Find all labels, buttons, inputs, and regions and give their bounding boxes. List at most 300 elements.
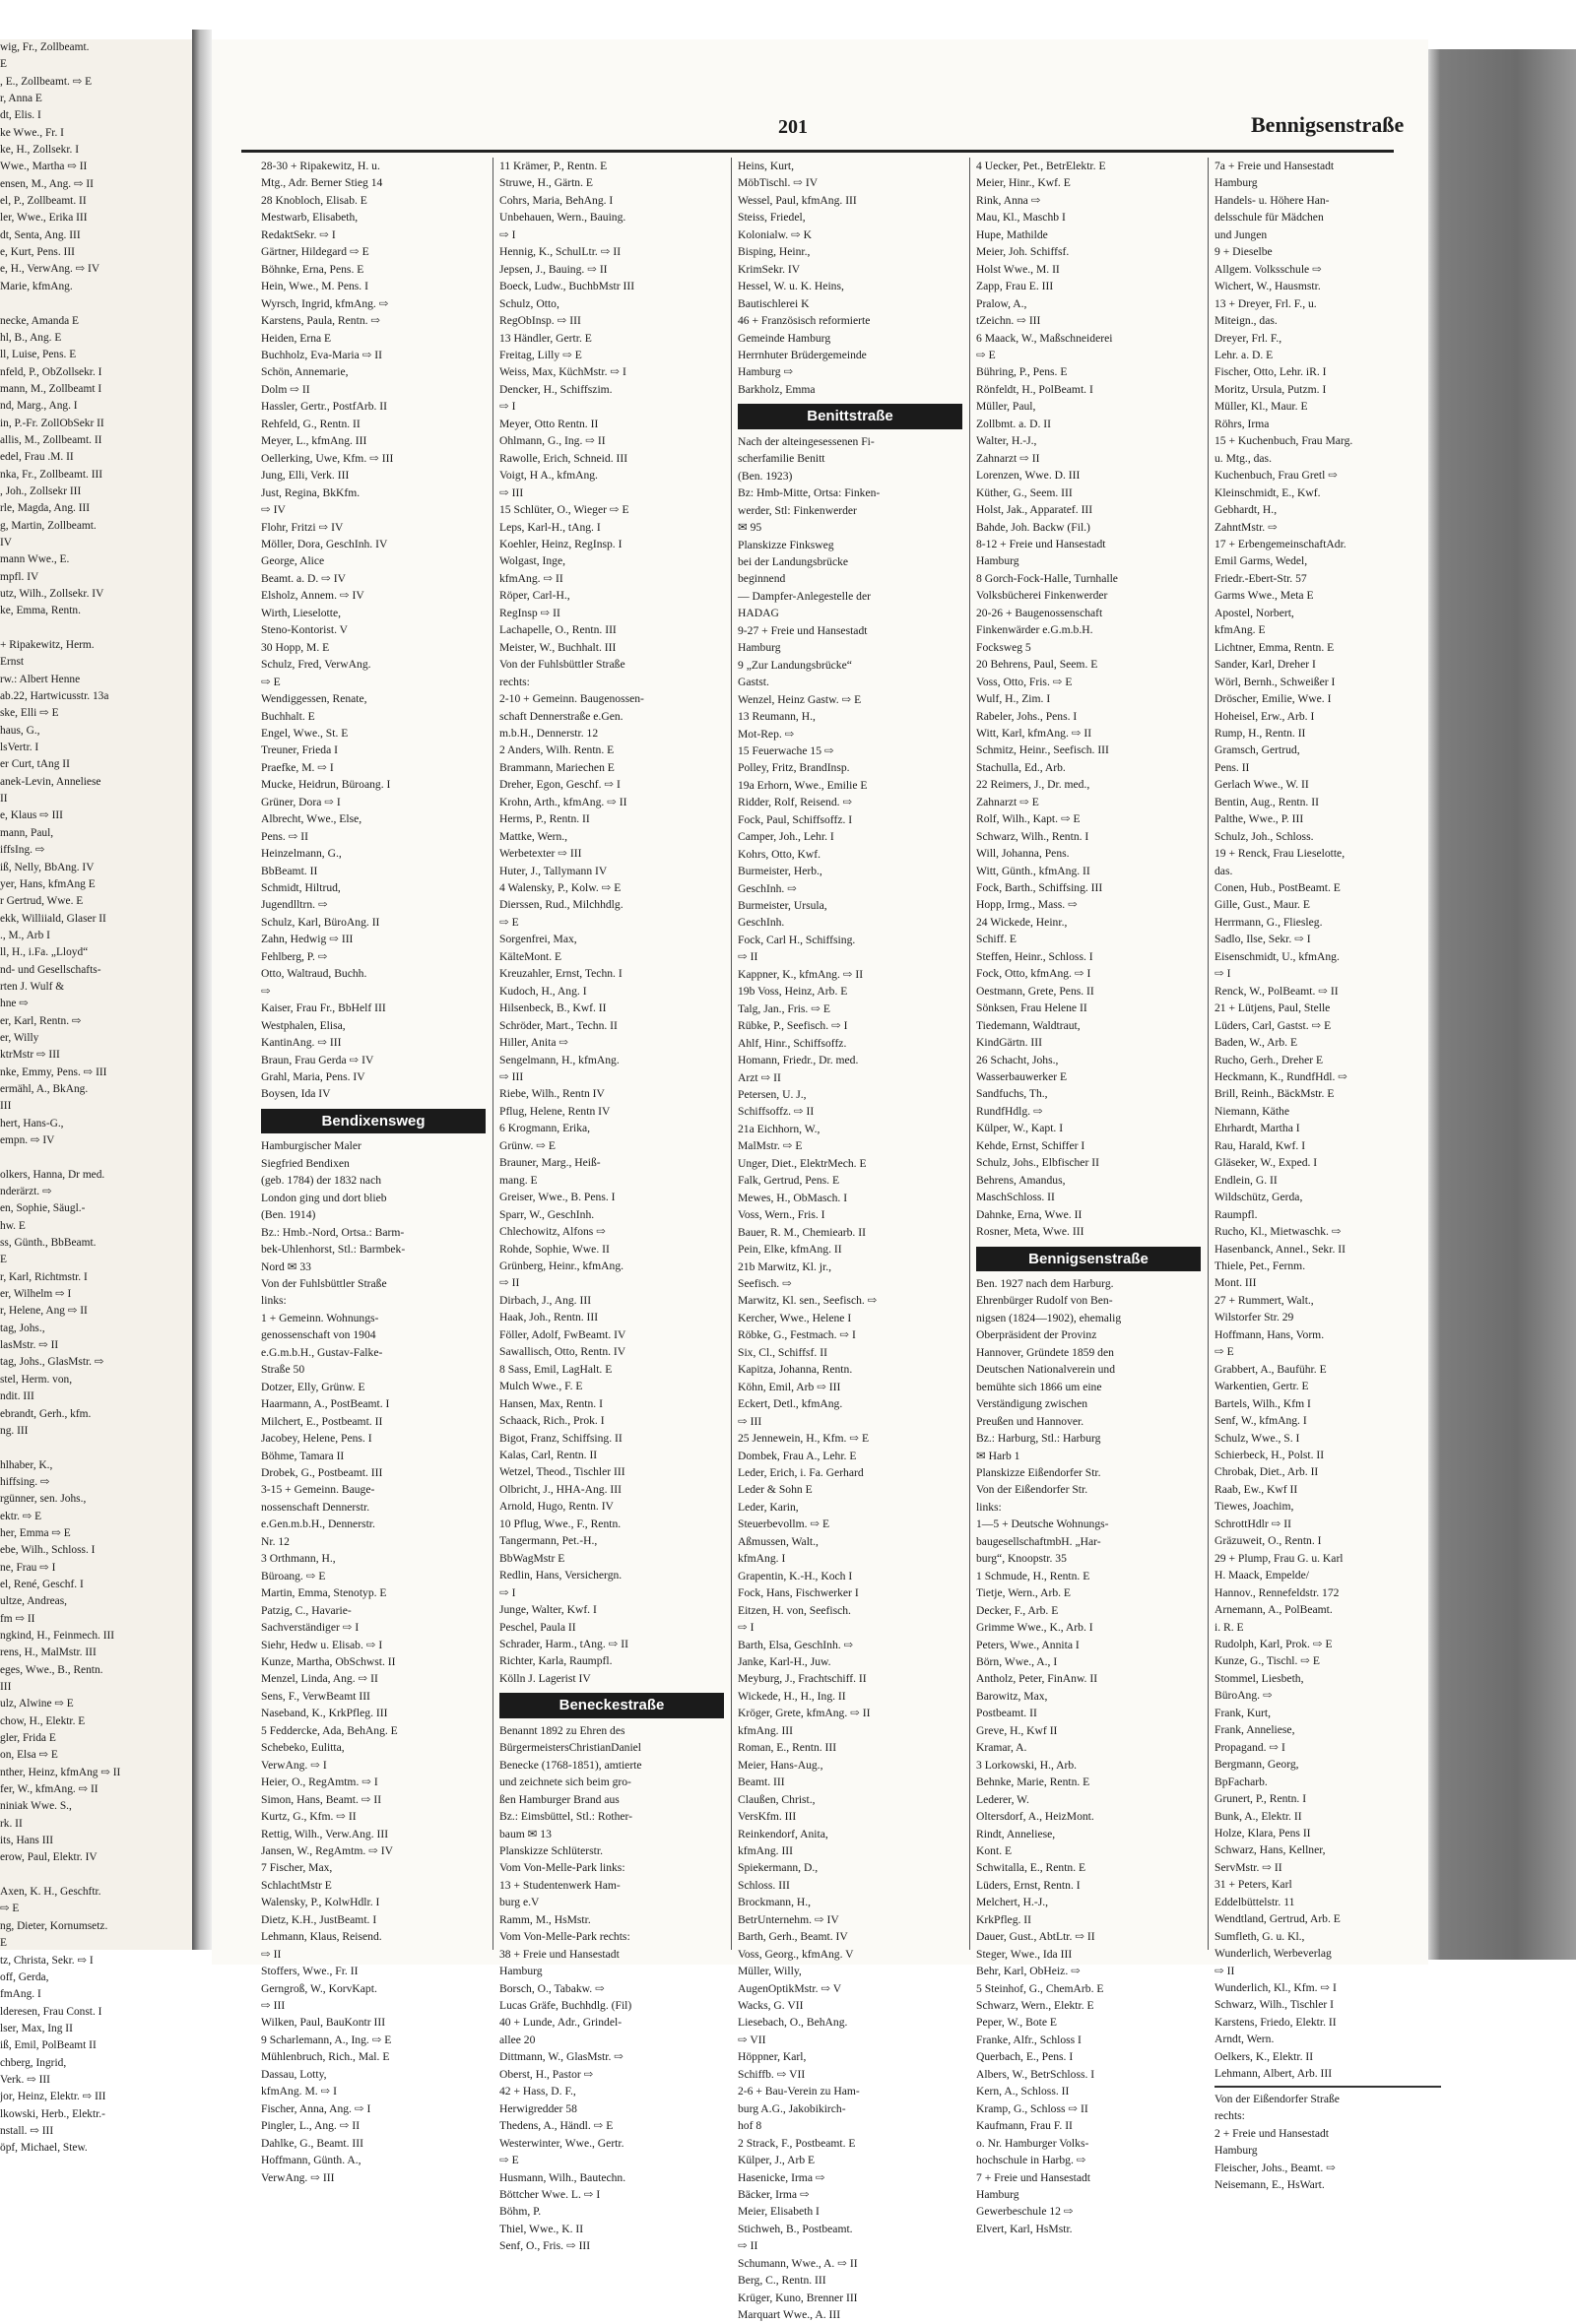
directory-entry: Dassau, Lotty, xyxy=(261,2067,327,2081)
directory-entry: Arndt, Wern. xyxy=(1215,2033,1275,2046)
directory-entry: 46 + Französisch reformierte xyxy=(738,314,871,328)
directory-entry: 8-12 + Freie und Hansestadt xyxy=(976,537,1106,550)
directory-entry: Buchholz, Eva-Maria ⇨ II xyxy=(261,348,383,361)
left-page-line: r Gertrud, Wwe. E xyxy=(0,895,84,908)
directory-entry: Meyburg, J., Frachtschiff. II xyxy=(738,1672,867,1686)
directory-entry: Schiffb. ⇨ VII xyxy=(738,2067,806,2081)
directory-entry: Seefisch. ⇨ xyxy=(738,1277,792,1290)
directory-entry: Koehler, Heinz, RegInsp. I xyxy=(499,537,623,550)
directory-entry: Steno-Kontorist. V xyxy=(261,623,349,637)
directory-entry: Ramm, M., HsMstr. xyxy=(499,1912,591,1926)
directory-entry: Steffen, Heinr., Schloss. I xyxy=(976,949,1093,963)
left-page-line: hne ⇨ xyxy=(0,998,29,1010)
directory-entry: Fock, Carl H., Schiffsing. xyxy=(738,933,856,946)
directory-entry: Walter, H.-J., xyxy=(976,434,1037,448)
directory-entry: Schumann, Wwe., A. ⇨ II xyxy=(738,2256,858,2270)
directory-entry: bemühte sich 1866 um eine xyxy=(976,1380,1102,1393)
directory-entry: ⇨ I xyxy=(499,400,516,414)
column-divider xyxy=(1208,158,1209,1950)
directory-entry: 13 Händler, Gertr. E xyxy=(499,331,592,345)
directory-entry: Lüders, Carl, Gastst. ⇨ E xyxy=(1215,1018,1332,1032)
directory-entry: Wyrsch, Ingrid, kfmAng. ⇨ xyxy=(261,296,389,310)
directory-entry: ✉ 95 xyxy=(738,521,762,535)
directory-entry: Aßmussen, Walt., xyxy=(738,1534,819,1548)
directory-entry: Leder & Sohn E xyxy=(738,1483,813,1497)
directory-entry: Kreuzahler, Ernst, Techn. I xyxy=(499,967,623,981)
left-page-line: Axen, K. H., Geschftr. xyxy=(0,1886,101,1899)
directory-entry: Rolf, Wilh., Kapt. ⇨ E xyxy=(976,812,1081,826)
left-page-line: anek-Levin, Anneliese xyxy=(0,775,101,788)
directory-entry: Benecke (1768-1851), amtierte xyxy=(499,1758,642,1772)
directory-entry: Zahnarzt ⇨ II xyxy=(976,451,1040,465)
directory-entry: Wessel, Paul, kfmAng. III xyxy=(738,193,857,207)
directory-entry: Frank, Kurt, xyxy=(1215,1706,1271,1719)
directory-entry: Wendiggessen, Renate, xyxy=(261,692,367,706)
left-page-line: ss, Günth., BbBeamt. xyxy=(0,1237,97,1250)
street-heading: Bennigsenstraße xyxy=(976,1247,1201,1271)
directory-entry: rechts: xyxy=(499,675,530,688)
directory-entry: Fock, Paul, Schiffsoffz. I xyxy=(738,812,853,826)
left-page-line: Ernst xyxy=(0,656,25,669)
directory-entry: 7 + Freie und Hansestadt xyxy=(976,2170,1091,2184)
directory-entry: Drobek, G., Postbeamt. III xyxy=(261,1465,383,1479)
directory-entry: Eitzen, H. von, Seefisch. xyxy=(738,1603,851,1617)
directory-entry: Dencker, H., Schiffszim. xyxy=(499,382,613,396)
directory-entry: Jung, Elli, Verk. III xyxy=(261,469,350,483)
directory-entry: Six, Cl., Schiffsf. II xyxy=(738,1345,827,1359)
directory-entry: Karstens, Friedo, Elektr. II xyxy=(1215,2015,1337,2029)
directory-entry: 17 + ErbengemeinschaftAdr. xyxy=(1215,537,1346,550)
directory-entry: Olbricht, J., HHA-Ang. III xyxy=(499,1482,622,1496)
directory-entry: Eisenschmidt, U., kfmAng. xyxy=(1215,949,1340,963)
directory-entry: Oltersdorf, A., HeizMont. xyxy=(976,1810,1094,1824)
directory-entry: Naseband, K., KrkPfleg. III xyxy=(261,1707,388,1720)
directory-entry: 22 Reimers, J., Dr. med., xyxy=(976,778,1090,792)
directory-entry: Redlin, Hans, Versichergn. xyxy=(499,1569,623,1582)
directory-entry: Wasserbauwerker E xyxy=(976,1070,1068,1084)
directory-entry: Wörl, Bernh., Schweißer I xyxy=(1215,675,1336,688)
directory-entry: Friedr.-Ebert-Str. 57 xyxy=(1215,571,1307,585)
directory-entry: Kohrs, Otto, Kwf. xyxy=(738,847,821,861)
directory-entry: Kramar, A. xyxy=(976,1741,1027,1755)
directory-entry: Grapentin, K.-H., Koch I xyxy=(738,1569,853,1582)
directory-entry: (geb. 1784) der 1832 nach xyxy=(261,1174,382,1188)
directory-entry: Wirth, Lieselotte, xyxy=(261,606,341,619)
directory-entry: Behrens, Amandus, xyxy=(976,1173,1066,1187)
directory-entry: Unbehauen, Wern., Bauing. xyxy=(499,211,626,225)
directory-entry: Wilken, Paul, BauKontr III xyxy=(261,2016,386,2030)
directory-entry: Gräzuweit, O., Rentn. I xyxy=(1215,1534,1322,1548)
left-page-line: gler, Frida E xyxy=(0,1732,56,1745)
directory-entry: Lorenzen, Wwe. D. III xyxy=(976,469,1081,483)
left-page-line: mann, Paul, xyxy=(0,826,54,839)
directory-entry: AugenOptikMstr. ⇨ V xyxy=(738,1981,842,1995)
directory-entry: e.G.m.b.H., Gustav-Falke- xyxy=(261,1345,383,1359)
directory-entry: nossenschaft Dennerstr. xyxy=(261,1500,370,1514)
left-page-line: its, Hans III xyxy=(0,1835,54,1847)
left-page-line: tag, Johs., GlasMstr. ⇨ xyxy=(0,1356,104,1369)
directory-entry: Thiele, Pet., Fernm. xyxy=(1215,1259,1306,1272)
directory-entry: Meister, W., Buchhalt. III xyxy=(499,640,617,654)
directory-entry: 13 Reumann, H., xyxy=(738,710,816,724)
directory-entry: Lehmann, Klaus, Reisend. xyxy=(261,1930,382,1944)
directory-entry: Hannover, Gründete 1859 den xyxy=(976,1345,1114,1359)
left-page-line: en, Sophie, Säugl.- xyxy=(0,1202,86,1215)
directory-entry: 13 + Studentenwerk Ham- xyxy=(499,1878,621,1892)
left-page-line xyxy=(0,620,192,637)
directory-entry: Finkenwärder e.G.m.b.H. xyxy=(976,623,1093,637)
directory-entry: Grimme Wwe., K., Arb. I xyxy=(976,1621,1093,1635)
directory-entry: Röper, Carl-H., xyxy=(499,589,570,603)
directory-entry: 1 + Gemeinn. Wohnungs- xyxy=(261,1311,379,1324)
left-page-line: ulz, Alwine ⇨ E xyxy=(0,1698,74,1711)
directory-entry: ZahntMstr. ⇨ xyxy=(1215,520,1278,534)
directory-entry: Bz.: Hmb.-Nord, Ortsa.: Barm- xyxy=(261,1225,405,1239)
directory-entry: 3 Orthmann, H., xyxy=(261,1552,336,1566)
left-page-line: fm ⇨ II xyxy=(0,1612,35,1625)
directory-entry: Grünw. ⇨ E xyxy=(499,1138,556,1152)
directory-entry: ßen Hamburger Brand aus xyxy=(499,1792,620,1806)
directory-entry: Rabeler, Johs., Pens. I xyxy=(976,709,1078,723)
directory-entry: Burmeister, Herb., xyxy=(738,865,822,878)
directory-entry: Hoheisel, Erw., Arb. I xyxy=(1215,709,1315,723)
directory-entry: kfmAng. III xyxy=(738,1843,794,1857)
left-page-line: dt, Elis. I xyxy=(0,109,41,122)
directory-entry: Hoffmann, Günth. A., xyxy=(261,2154,361,2167)
directory-entry: Gläseker, W., Exped. I xyxy=(1215,1156,1318,1170)
directory-entry: Planskizze Finksweg xyxy=(738,538,834,551)
directory-entry: Oellerking, Uwe, Kfm. ⇨ III xyxy=(261,451,394,465)
directory-entry: Vom Von-Melle-Park links: xyxy=(499,1861,625,1875)
directory-entry: Lederer, W. xyxy=(976,1792,1029,1806)
left-page-line: ndit. III xyxy=(0,1390,34,1403)
directory-entry: Dietz, K.H., JustBeamt. I xyxy=(261,1912,377,1926)
directory-entry: 2-6 + Bau-Verein zu Ham- xyxy=(738,2085,860,2098)
directory-entry: Meier, Hans-Aug., xyxy=(738,1758,823,1772)
directory-entry: Brauner, Marg., Heiß- xyxy=(499,1156,601,1170)
directory-entry: Patzig, C., Havarie- xyxy=(261,1603,352,1617)
left-page-line: allis, M., Zollbeamt. II xyxy=(0,433,102,446)
directory-entry: ⇨ II xyxy=(499,1276,520,1290)
directory-entry: Greve, H., Kwf II xyxy=(976,1723,1058,1737)
directory-entry: Buchhalt. E xyxy=(261,709,315,723)
directory-entry: Mewes, H., ObMasch. I xyxy=(738,1191,848,1204)
left-page-line: ke, Emma, Rentn. xyxy=(0,605,81,617)
street-heading: Benittstraße xyxy=(738,404,962,428)
directory-entry: beginnend xyxy=(738,572,786,586)
directory-entry: Wenzel, Heinz Gastw. ⇨ E xyxy=(738,692,862,706)
left-page-line: fmAng. I xyxy=(0,1988,41,2001)
directory-entry: burg“, Knoopstr. 35 xyxy=(976,1552,1067,1566)
directory-entry: kfmAng. III xyxy=(738,1723,794,1737)
directory-entry: Hamburg xyxy=(976,2188,1019,2202)
directory-entry: Wichert, W., Hausmstr. xyxy=(1215,280,1321,293)
directory-entry: 13 + Dreyer, Frl. F., u. xyxy=(1215,296,1317,310)
directory-entry: Sengelmann, H., kfmAng. xyxy=(499,1053,620,1066)
directory-entry: Gärtner, Hildegard ⇨ E xyxy=(261,245,369,259)
directory-entry: RedaktSekr. ⇨ I xyxy=(261,227,336,241)
directory-entry: Niemann, Käthe xyxy=(1215,1104,1289,1118)
directory-entry: ⇨ E xyxy=(499,2154,519,2167)
directory-entry: Berg, C., Rentn. III xyxy=(738,2274,826,2288)
directory-entry: Hessel, W. u. K. Heins, xyxy=(738,280,844,293)
directory-entry: Zapp, Frau E. III xyxy=(976,280,1054,293)
directory-entry: rechts: xyxy=(1215,2109,1245,2123)
left-page-line xyxy=(0,1867,192,1884)
directory-entry: ⇨ E xyxy=(261,675,281,688)
directory-entry: 31 + Peters, Karl xyxy=(1215,1878,1292,1892)
directory-entry: 8 Sass, Emil, LagHalt. E xyxy=(499,1362,613,1376)
directory-entry: Leps, Karl-H., tAng. I xyxy=(499,520,601,534)
directory-entry: Oelkers, K., Elektr. II xyxy=(1215,2049,1314,2063)
directory-entry: 26 Schacht, Johs., xyxy=(976,1053,1059,1066)
left-page-line: haus, G., xyxy=(0,724,40,737)
directory-entry: KälteMont. E xyxy=(499,949,562,963)
directory-entry: burg A.G., Jakobikirch- xyxy=(738,2101,846,2115)
directory-entry: Hamburg xyxy=(499,1965,543,1978)
left-page-line: stel, Herm. von, xyxy=(0,1373,73,1386)
directory-entry: ⇨ III xyxy=(499,1070,524,1084)
directory-entry: 15 Feuerwache 15 ⇨ xyxy=(738,743,834,757)
directory-entry: Bentin, Aug., Rentn. II xyxy=(1215,795,1319,808)
directory-entry: Hamburg xyxy=(1215,2144,1258,2158)
left-page-line xyxy=(0,1440,192,1456)
directory-entry: Rübke, P., Seefisch. ⇨ I xyxy=(738,1019,848,1033)
directory-entry: Schulz, Joh., Schloss. xyxy=(1215,829,1314,843)
directory-entry: Mont. III xyxy=(1215,1276,1257,1290)
directory-entry: BüroAng. ⇨ xyxy=(1215,1689,1273,1703)
directory-entry: Rucho, Kl., Mietwaschk. ⇨ xyxy=(1215,1225,1342,1239)
directory-entry: Hamburg ⇨ xyxy=(738,365,794,379)
left-page-line: er, Karl, Rentn. ⇨ xyxy=(0,1014,82,1027)
left-page-fragment xyxy=(0,39,194,2155)
directory-entry: Herrnhuter Brüdergemeinde xyxy=(738,348,867,361)
directory-entry: Albers, W., BetrSchloss. I xyxy=(976,2067,1095,2081)
directory-entry: Köhn, Emil, Arb ⇨ III xyxy=(738,1380,841,1393)
directory-entry: bei der Landungsbrücke xyxy=(738,554,849,568)
directory-entry: Dröscher, Emilie, Wwe. I xyxy=(1215,692,1332,706)
left-page-line: on, Elsa ⇨ E xyxy=(0,1749,58,1762)
directory-entry: 7 Fischer, Max, xyxy=(261,1861,333,1875)
directory-entry: Hennig, K., SchulLtr. ⇨ II xyxy=(499,245,622,259)
directory-entry: hochschule in Harbg. ⇨ xyxy=(976,2154,1086,2167)
directory-entry: werder, Stl: Finkenwerder xyxy=(738,503,857,517)
directory-entry: baum ✉ 13 xyxy=(499,1827,552,1840)
directory-entry: Schwarz, Hans, Kellner, xyxy=(1215,1843,1326,1857)
directory-entry: Nach der alteingesessenen Fi- xyxy=(738,434,875,448)
directory-entry: Sönksen, Frau Helene II xyxy=(976,1001,1087,1015)
left-page-line: rgünner, sen. Johs., xyxy=(0,1493,87,1506)
column-2 xyxy=(499,158,724,2253)
directory-entry: baugesellschaftmbH. „Har- xyxy=(976,1534,1101,1548)
left-page-line: Wwe., Martha ⇨ II xyxy=(0,161,88,173)
directory-entry: Sumfleth, G. u. Kl., xyxy=(1215,1929,1305,1943)
directory-entry: genossenschaft von 1904 xyxy=(261,1328,376,1342)
directory-entry: Volksbücherei Finkenwerder xyxy=(976,589,1108,603)
left-page-line: nke, Emmy, Pens. ⇨ III xyxy=(0,1065,107,1078)
page-header xyxy=(212,98,1428,148)
left-page-line: mpfl. IV xyxy=(0,570,39,583)
directory-entry: Schrader, Harm., tAng. ⇨ II xyxy=(499,1637,628,1650)
directory-entry: Kudoch, H., Ang. I xyxy=(499,984,587,998)
directory-entry: Ehrhardt, Martha I xyxy=(1215,1122,1300,1135)
directory-entry: Barowitz, Max, xyxy=(976,1689,1048,1703)
directory-entry: Raab, Ew., Kwf II xyxy=(1215,1482,1298,1496)
directory-entry: Lucas Gräfe, Buchhdlg. (Fil) xyxy=(499,1999,632,2013)
directory-entry: H. Maack, Empelde/ xyxy=(1215,1569,1309,1582)
directory-entry: Steger, Wwe., Ida III xyxy=(976,1947,1073,1961)
directory-entry: Freitag, Lilly ⇨ E xyxy=(499,348,582,361)
directory-entry: Bunk, A., Elektr. II xyxy=(1215,1809,1302,1823)
directory-entry: Ridder, Rolf, Reisend. ⇨ xyxy=(738,796,853,809)
left-page-line: ske, Elli ⇨ E xyxy=(0,707,59,720)
directory-entry: Herwigredder 58 xyxy=(499,2101,577,2115)
directory-entry: 15 + Kuchenbuch, Frau Marg. xyxy=(1215,434,1353,448)
directory-entry: Ohlmann, G., Ing. ⇨ II xyxy=(499,434,606,448)
directory-entry: Lehmann, Albert, Arb. III xyxy=(1215,2067,1333,2081)
directory-entry: Benannt 1892 zu Ehren des xyxy=(499,1723,625,1737)
left-page-line: eges, Wwe., B., Rentn. xyxy=(0,1663,103,1676)
directory-entry: ⇨ II xyxy=(261,1947,282,1961)
directory-entry: Rohde, Sophie, Wwe. II xyxy=(499,1242,610,1256)
directory-entry: Oberst, H., Pastor ⇨ xyxy=(499,2067,594,2081)
directory-entry: Hopp, Irmg., Mass. ⇨ xyxy=(976,898,1078,912)
directory-entry: ⇨ I xyxy=(1215,967,1231,981)
directory-entry: Dahlke, G., Beamt. III xyxy=(261,2136,363,2150)
directory-entry: 9-27 + Freie und Hansestadt xyxy=(738,623,868,637)
directory-entry: Schloss. III xyxy=(738,1878,790,1892)
directory-entry: kfmAng. ⇨ II xyxy=(499,571,563,585)
street-heading: Bendixensweg xyxy=(261,1109,486,1133)
directory-entry: Grabbert, A., Bauführ. E xyxy=(1215,1362,1327,1376)
directory-entry: und Jungen xyxy=(1215,227,1268,241)
directory-entry: Hamburg xyxy=(738,641,781,655)
directory-entry: ⇨ III xyxy=(738,1414,762,1428)
directory-entry: Mühlenbruch, Rich., Mal. E xyxy=(261,2050,390,2064)
directory-entry: Greiser, Wwe., B. Pens. I xyxy=(499,1191,616,1204)
directory-entry: Simon, Hans, Beamt. ⇨ II xyxy=(261,1792,382,1806)
left-page-line: ngkind, H., Feinmech. III xyxy=(0,1629,115,1642)
directory-entry: 19 + Renck, Frau Lieselotte, xyxy=(1215,847,1346,861)
directory-entry: Wolgast, Inge, xyxy=(499,554,566,568)
directory-entry: Kunze, G., Tischl. ⇨ E xyxy=(1215,1654,1320,1668)
directory-entry: Mestwarb, Elisabeth, xyxy=(261,211,359,225)
directory-entry: Behr, Karl, ObHeiz. ⇨ xyxy=(976,1965,1081,1978)
directory-entry: 9 „Zur Landungsbrücke“ xyxy=(738,658,852,672)
directory-entry: Sachverständiger ⇨ I xyxy=(261,1621,360,1635)
directory-entry: Schebeko, Eulitta, xyxy=(261,1741,345,1755)
directory-entry: BbBeamt. II xyxy=(261,864,318,877)
directory-entry: Straße 50 xyxy=(261,1363,305,1377)
left-page-line: chow, H., Elektr. E xyxy=(0,1714,86,1727)
directory-entry: Homann, Friedr., Dr. med. xyxy=(738,1054,859,1067)
directory-entry: Steuerbevollm. ⇨ E xyxy=(738,1517,830,1531)
directory-entry: 24 Wickede, Heinr., xyxy=(976,915,1068,929)
left-page-line: ktrMstr ⇨ III xyxy=(0,1049,60,1062)
directory-entry: Karstens, Paula, Rentn. ⇨ xyxy=(261,314,381,328)
left-page-line: nfeld, P., ObZollsekr. I xyxy=(0,365,102,378)
left-page-line: g, Martin, Zollbeamt. xyxy=(0,519,97,532)
directory-entry: ⇨ III xyxy=(499,485,524,499)
left-page-line: ektr. ⇨ E xyxy=(0,1510,42,1522)
directory-entry: Voigt, H A., kfmAng. xyxy=(499,469,598,483)
directory-entry: Beamt. a. D. ⇨ IV xyxy=(261,571,347,585)
directory-entry: Rosner, Meta, Wwe. III xyxy=(976,1225,1084,1239)
directory-entry: burg e.V xyxy=(499,1896,540,1909)
directory-entry: scherfamilie Benitt xyxy=(738,452,825,466)
directory-entry: ServMstr. ⇨ II xyxy=(1215,1860,1282,1874)
directory-entry: Junge, Walter, Kwf. I xyxy=(499,1603,597,1617)
directory-entry: Bergmann, Georg, xyxy=(1215,1758,1299,1772)
directory-entry: Dreher, Egon, Geschf. ⇨ I xyxy=(499,778,621,792)
left-page-line: chberg, Ingrid, xyxy=(0,2056,67,2069)
left-page-line: ll, H., i.Fa. „Lloyd“ xyxy=(0,946,89,959)
directory-entry: VerwAng. ⇨ III xyxy=(261,2170,335,2184)
directory-entry: 9 Scharlemann, A., Ing. ⇨ E xyxy=(261,2033,392,2046)
directory-entry: Martin, Emma, Stenotyp. E xyxy=(261,1586,387,1600)
directory-entry: Schulz, Otto, xyxy=(499,296,559,310)
directory-entry: 4 Walensky, P., Kolw. ⇨ E xyxy=(499,881,622,895)
directory-entry: GeschInh. xyxy=(738,916,785,930)
left-page-line: niniak Wwe. S., xyxy=(0,1800,72,1813)
directory-entry: MöbTischl. ⇨ IV xyxy=(738,176,819,190)
left-page-line: mann Wwe., E. xyxy=(0,553,70,566)
directory-entry: delsschule für Mädchen xyxy=(1215,211,1324,225)
directory-entry: Moritz, Ursula, Putzm. I xyxy=(1215,382,1327,396)
directory-entry: u. Mtg., das. xyxy=(1215,451,1272,465)
left-page-line: E xyxy=(0,1937,7,1950)
directory-entry: 29 + Plump, Frau G. u. Karl xyxy=(1215,1551,1344,1565)
directory-entry: Föller, Adolf, FwBeamt. IV xyxy=(499,1327,626,1341)
directory-entry: das. xyxy=(1215,864,1233,877)
directory-entry: Hasenbanck, Annel., Sekr. II xyxy=(1215,1242,1346,1256)
left-page-line: ebrandt, Gerh., kfm. xyxy=(0,1407,92,1420)
directory-entry: Tiedemann, Waldtraut, xyxy=(976,1018,1081,1032)
directory-entry: Bigot, Franz, Schiffsing. II xyxy=(499,1431,623,1445)
directory-entry: Jacobey, Helene, Pens. I xyxy=(261,1432,372,1446)
directory-entry: Chlechowitz, Alfons ⇨ xyxy=(499,1225,606,1239)
directory-entry: Steiss, Friedel, xyxy=(738,211,806,225)
directory-entry: Pflug, Helene, Rentn IV xyxy=(499,1104,611,1118)
directory-entry: Stachulla, Ed., Arb. xyxy=(976,760,1066,774)
directory-entry: 1 Schmude, H., Rentn. E xyxy=(976,1569,1090,1582)
directory-entry: 8 Gorch-Fock-Halle, Turnhalle xyxy=(976,571,1118,585)
directory-entry: Antholz, Peter, FinAnw. II xyxy=(976,1672,1098,1686)
directory-entry: Zollbmt. a. D. II xyxy=(976,417,1051,430)
page-number: 201 xyxy=(778,116,808,138)
left-page-line: nd- und Gesellschafts- xyxy=(0,963,101,976)
left-page-line: lkowski, Herb., Elektr.- xyxy=(0,2107,105,2120)
directory-entry: Meier, Elisabeth I xyxy=(738,2205,820,2219)
directory-entry: Flohr, Fritzi ⇨ IV xyxy=(261,520,344,534)
directory-entry: Gebhardt, H., xyxy=(1215,503,1278,517)
directory-entry: Preußen und Hannover. xyxy=(976,1414,1084,1428)
book-gutter xyxy=(192,30,212,1950)
left-page-line: , Joh., Zollsekr III xyxy=(0,484,82,497)
directory-entry: 2 + Freie und Hansestadt xyxy=(1215,2126,1330,2140)
directory-entry: Sander, Karl, Dreher I xyxy=(1215,658,1316,672)
directory-entry: ⇨ II xyxy=(1215,1964,1235,1977)
directory-entry: Pens. ⇨ II xyxy=(261,829,309,843)
directory-entry: Lüders, Ernst, Rentn. I xyxy=(976,1878,1081,1892)
directory-entry: Franke, Alfr., Schloss I xyxy=(976,2033,1082,2046)
directory-entry: nigsen (1824—1902), ehemalig xyxy=(976,1311,1122,1324)
directory-entry: Behnke, Marie, Rentn. E xyxy=(976,1775,1090,1789)
left-page-line: ler, Wwe., Erika III xyxy=(0,212,88,225)
directory-entry: Voss, Wern., Fris. I xyxy=(738,1208,825,1222)
directory-entry: Schulz, Wwe., S. I xyxy=(1215,1431,1300,1445)
directory-entry: Kölln J. Lagerist IV xyxy=(499,1671,591,1685)
